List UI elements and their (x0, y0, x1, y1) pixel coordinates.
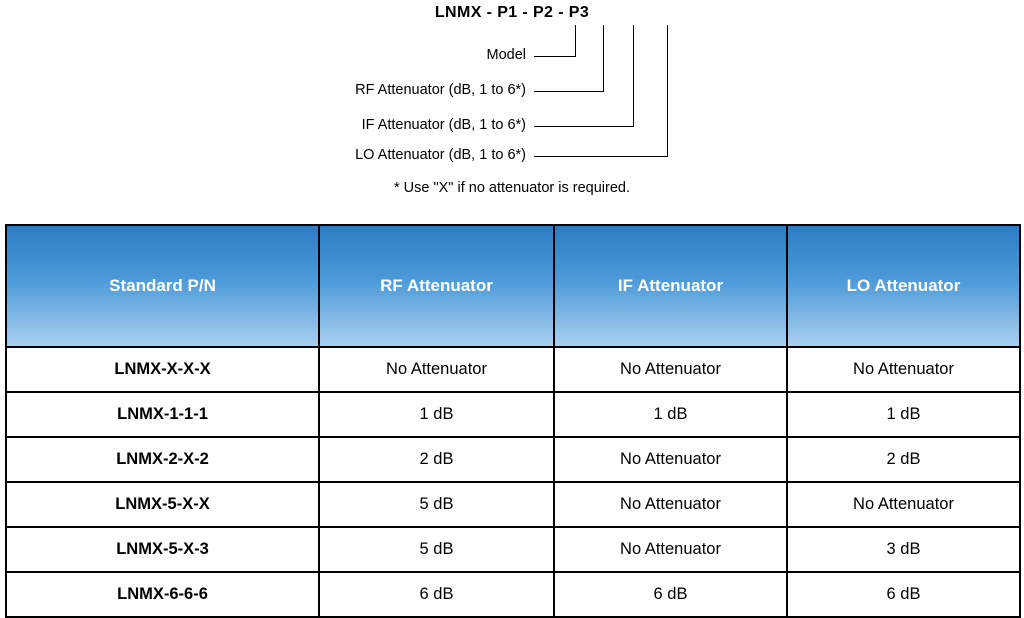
cell-lo-attenuator: 1 dB (787, 392, 1020, 437)
callout-if-attenuator: IF Attenuator (dB, 1 to 6*) (361, 117, 526, 133)
cell-rf-attenuator: No Attenuator (319, 347, 554, 392)
cell-part-number: LNMX-1-1-1 (6, 392, 319, 437)
cell-lo-attenuator: 3 dB (787, 527, 1020, 572)
diagram-footnote: * Use "X" if no attenuator is required. (394, 180, 630, 196)
column-header-lo-attenuator: LO Attenuator (787, 225, 1020, 347)
cell-part-number: LNMX-2-X-2 (6, 437, 319, 482)
leader-line-rf (534, 91, 604, 92)
cell-if-attenuator: No Attenuator (554, 437, 787, 482)
callout-lo-attenuator: LO Attenuator (dB, 1 to 6*) (355, 147, 526, 163)
table-row (6, 572, 1020, 617)
part-number-diagram (0, 0, 1024, 215)
table-row (6, 347, 1020, 392)
standard-part-numbers-table (5, 224, 1021, 618)
cell-rf-attenuator: 5 dB (319, 482, 554, 527)
riser-model (575, 25, 576, 57)
callout-rf-attenuator: RF Attenuator (dB, 1 to 6*) (355, 82, 526, 98)
cell-lo-attenuator: 2 dB (787, 437, 1020, 482)
table-header-row (6, 225, 1020, 347)
leader-line-model (534, 56, 576, 57)
column-header-rf-attenuator: RF Attenuator (319, 225, 554, 347)
cell-part-number: LNMX-5-X-3 (6, 527, 319, 572)
cell-if-attenuator: 6 dB (554, 572, 787, 617)
callout-model: Model (486, 47, 526, 63)
column-header-standard-pn: Standard P/N (6, 225, 319, 347)
cell-rf-attenuator: 5 dB (319, 527, 554, 572)
cell-lo-attenuator: No Attenuator (787, 347, 1020, 392)
riser-rf (603, 25, 604, 92)
table-row (6, 392, 1020, 437)
standard-part-numbers-table-wrapper (5, 224, 1019, 618)
cell-rf-attenuator: 2 dB (319, 437, 554, 482)
table-row (6, 437, 1020, 482)
leader-line-lo (534, 156, 668, 157)
cell-if-attenuator: 1 dB (554, 392, 787, 437)
table-row (6, 482, 1020, 527)
cell-if-attenuator: No Attenuator (554, 347, 787, 392)
cell-part-number: LNMX-6-6-6 (6, 572, 319, 617)
cell-part-number: LNMX-X-X-X (6, 347, 319, 392)
cell-lo-attenuator: No Attenuator (787, 482, 1020, 527)
cell-if-attenuator: No Attenuator (554, 527, 787, 572)
cell-if-attenuator: No Attenuator (554, 482, 787, 527)
cell-lo-attenuator: 6 dB (787, 572, 1020, 617)
riser-lo (667, 25, 668, 157)
leader-line-if (534, 126, 634, 127)
column-header-if-attenuator: IF Attenuator (554, 225, 787, 347)
cell-rf-attenuator: 1 dB (319, 392, 554, 437)
cell-part-number: LNMX-5-X-X (6, 482, 319, 527)
riser-if (633, 25, 634, 127)
cell-rf-attenuator: 6 dB (319, 572, 554, 617)
table-row (6, 527, 1020, 572)
part-number-code: LNMX - P1 - P2 - P3 (434, 4, 590, 21)
